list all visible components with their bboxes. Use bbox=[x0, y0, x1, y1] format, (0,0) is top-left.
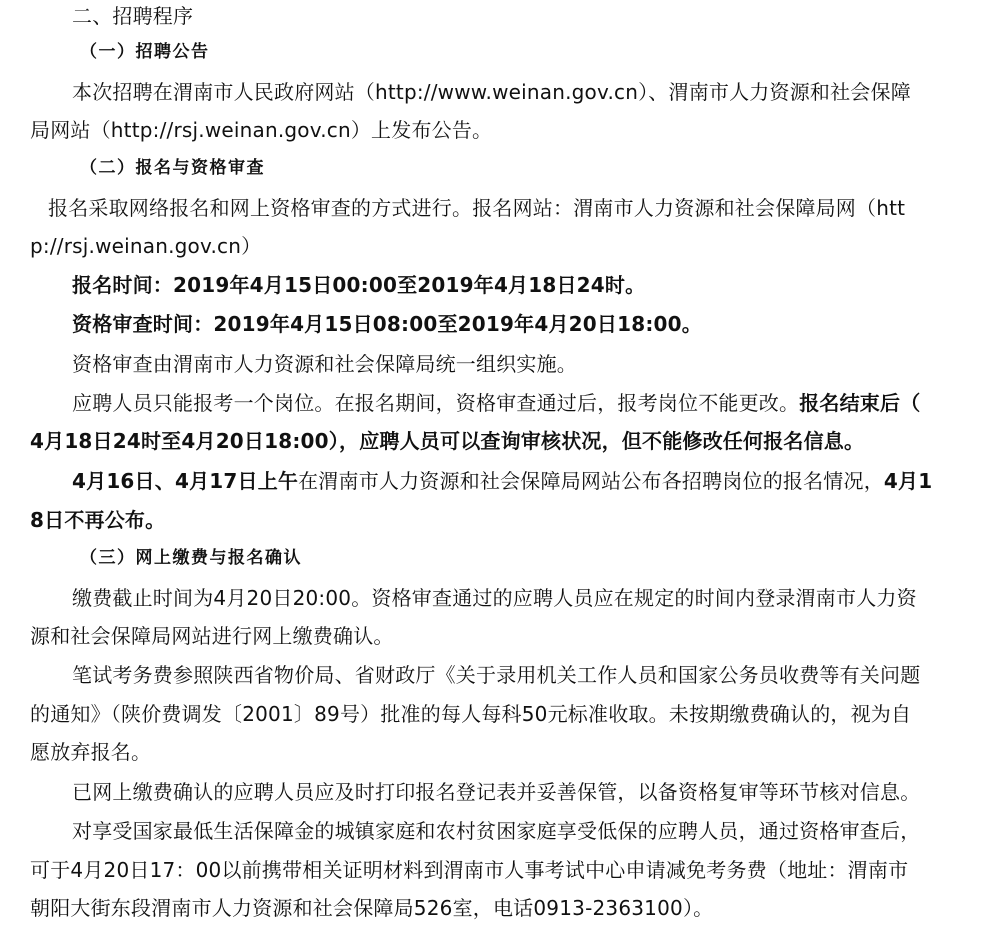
paragraph-line: 8日不再公布。 bbox=[30, 508, 166, 532]
text-emphasis: 4月1 bbox=[883, 469, 933, 493]
paragraph-line: 报名采取网络报名和网上资格审查的方式进行。报名网站：渭南市人力资源和社会保障局网（htt bbox=[48, 196, 906, 220]
paragraph-line: 4月18日24时至4月20日18:00），应聘人员可以查询审核状况，但不能修改任何报名信息。 bbox=[30, 429, 865, 453]
paragraph-line: 资格审查由渭南市人力资源和社会保障局统一组织实施。 bbox=[72, 352, 577, 376]
text-emphasis: 4月16日、4月17日上午 bbox=[72, 469, 299, 493]
paragraph-line bbox=[72, 390, 920, 416]
subsection-title-payment: （三）网上缴费与报名确认 bbox=[80, 548, 302, 568]
paragraph-line: 对享受国家最低生活保障金的城镇家庭和农村贫困家庭享受低保的应聘人员，通过资格审查后， bbox=[72, 819, 921, 843]
text-emphasis: 报名结束后（ bbox=[799, 391, 921, 415]
text-normal: 在渭南市人力资源和社会保障局网站公布各招聘岗位的报名情况， bbox=[298, 469, 884, 493]
paragraph-line: 朝阳大街东段渭南市人力资源和社会保障局526室，电话0913-2363100）。 bbox=[30, 896, 714, 920]
subsection-title-registration: （二）报名与资格审查 bbox=[80, 158, 265, 178]
text-normal: 应聘人员只能报考一个岗位。在报名期间，资格审查通过后，报考岗位不能更改。 bbox=[72, 391, 800, 415]
paragraph-line: 缴费截止时间为4月20日20:00。资格审查通过的应聘人员应在规定的时间内登录渭南市人力资 bbox=[72, 586, 917, 610]
subsection-title-announcement: （一）招聘公告 bbox=[80, 42, 210, 62]
registration-time: 报名时间：2019年4月15日00:00至2019年4月18日24时。 bbox=[72, 273, 646, 297]
paragraph-line: 源和社会保障局网站进行网上缴费确认。 bbox=[30, 624, 394, 648]
paragraph-line: p://rsj.weinan.gov.cn） bbox=[30, 234, 262, 258]
paragraph-line: 已网上缴费确认的应聘人员应及时打印报名登记表并妥善保管，以备资格复审等环节核对信息。 bbox=[72, 780, 921, 804]
section-heading: 二、招聘程序 bbox=[72, 4, 194, 28]
review-time: 资格审查时间：2019年4月15日08:00至2019年4月20日18:00。 bbox=[72, 312, 702, 336]
paragraph-line: 局网站（http://rsj.weinan.gov.cn）上发布公告。 bbox=[30, 118, 493, 142]
paragraph-line: 愿放弃报名。 bbox=[30, 740, 152, 764]
paragraph-line bbox=[72, 468, 932, 494]
paragraph-line: 本次招聘在渭南市人民政府网站（http://www.weinan.gov.cn）、渭南市人力资源和社会保障 bbox=[72, 80, 911, 104]
paragraph-line: 可于4月20日17：00以前携带相关证明材料到渭南市人事考试中心申请减免考务费（地址：渭南市 bbox=[30, 858, 909, 882]
paragraph-line: 笔试考务费参照陕西省物价局、省财政厅《关于录用机关工作人员和国家公务员收费等有关问题 bbox=[72, 663, 921, 687]
paragraph-line: 的通知》（陕价费调发〔2001〕89号）批准的每人每科50元标准收取。未按期缴费确认的，视为自 bbox=[30, 702, 912, 726]
